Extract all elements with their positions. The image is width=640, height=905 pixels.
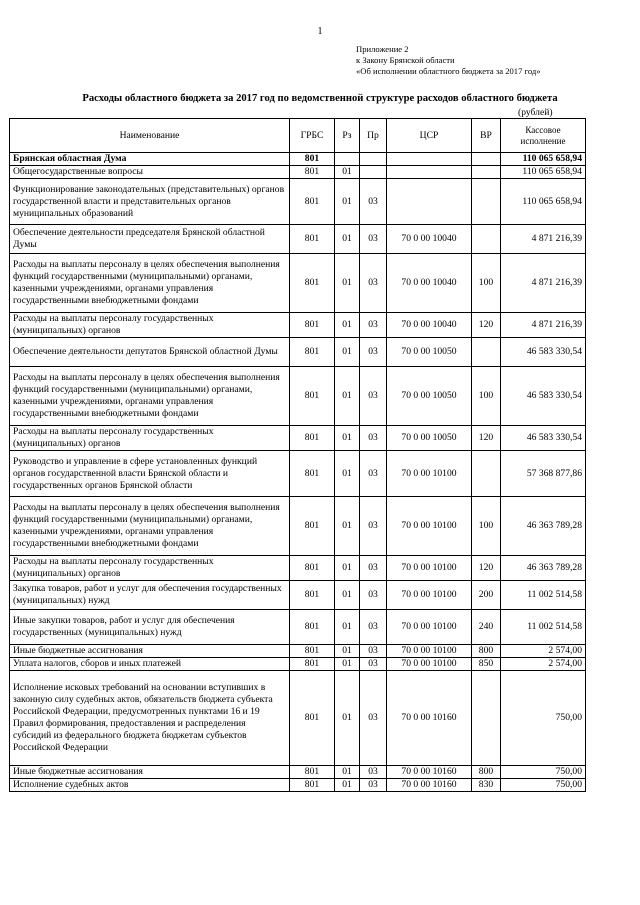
cell-vr [472,153,501,166]
document-title: Расходы областного бюджета за 2017 год по ведомственной структуре расходов областного бюджета [82,93,558,104]
table-header-row [10,119,586,153]
cell-vr: 200 [472,581,501,610]
cell-vr: 100 [472,497,501,556]
cell-pr: 03 [360,497,387,556]
cell-name: Расходы на выплаты персоналу в целях обеспечения выполнения функций государственными (муниципальными) органами, казенными учреждениями, органами управления государственными внебюджетными фондами [10,497,290,556]
table-row [10,338,586,367]
cell-name: Иные бюджетные ассигнования [10,766,290,779]
units-label: (рублей) [518,107,553,118]
table-row [10,179,586,225]
cell-rz: 01 [335,779,360,792]
cell-pr: 03 [360,313,387,338]
table-row [10,254,586,313]
cell-amount: 4 871 216,39 [501,313,586,338]
cell-csr: 70 0 00 10040 [387,313,472,338]
cell-pr: 03 [360,658,387,671]
cell-name: Уплата налогов, сборов и иных платежей [10,658,290,671]
cell-name: Иные бюджетные ассигнования [10,645,290,658]
header-vr: ВР [472,119,501,153]
cell-rz: 01 [335,610,360,645]
cell-pr [360,153,387,166]
cell-pr: 03 [360,779,387,792]
cell-csr [387,179,472,225]
cell-pr: 03 [360,426,387,451]
header-name: Наименование [10,119,290,153]
cell-amount: 46 363 789,28 [501,556,586,581]
cell-csr: 70 0 00 10100 [387,556,472,581]
cell-rz: 01 [335,556,360,581]
cell-vr: 800 [472,766,501,779]
cell-csr: 70 0 00 10040 [387,254,472,313]
cell-grbs: 801 [290,153,335,166]
table-row [10,610,586,645]
cell-name: Обеспечение деятельности председателя Брянской областной Думы [10,225,290,254]
cell-rz: 01 [335,426,360,451]
cell-grbs: 801 [290,166,335,179]
cell-vr: 100 [472,367,501,426]
cell-amount: 750,00 [501,766,586,779]
cell-pr: 03 [360,671,387,766]
table-row [10,451,586,497]
cell-grbs: 801 [290,658,335,671]
cell-name: Общегосударственные вопросы [10,166,290,179]
cell-rz: 01 [335,451,360,497]
header-rz: Рз [335,119,360,153]
cell-name: Исполнение судебных актов [10,779,290,792]
cell-amount: 46 583 330,54 [501,426,586,451]
table-row [10,166,586,179]
cell-vr [472,225,501,254]
table-row [10,153,586,166]
table-row [10,658,586,671]
cell-pr [360,166,387,179]
cell-name: Закупка товаров, работ и услуг для обеспечения государственных (муниципальных) нужд [10,581,290,610]
cell-vr: 240 [472,610,501,645]
cell-vr [472,671,501,766]
table-row [10,313,586,338]
cell-vr [472,166,501,179]
cell-vr [472,179,501,225]
cell-rz: 01 [335,581,360,610]
cell-pr: 03 [360,225,387,254]
cell-csr: 70 0 00 10160 [387,766,472,779]
cell-vr: 800 [472,645,501,658]
cell-amount: 11 002 514,58 [501,610,586,645]
cell-grbs: 801 [290,451,335,497]
cell-grbs: 801 [290,497,335,556]
cell-amount: 4 871 216,39 [501,225,586,254]
cell-rz: 01 [335,254,360,313]
cell-amount: 110 065 658,94 [501,153,586,166]
cell-pr: 03 [360,610,387,645]
cell-name: Расходы на выплаты персоналу государственных (муниципальных) органов [10,426,290,451]
cell-grbs: 801 [290,556,335,581]
cell-pr: 03 [360,367,387,426]
table-row [10,766,586,779]
cell-rz [335,153,360,166]
cell-pr: 03 [360,179,387,225]
cell-grbs: 801 [290,179,335,225]
cell-grbs: 801 [290,313,335,338]
page-number: 1 [317,26,323,37]
cell-pr: 03 [360,254,387,313]
cell-rz: 01 [335,367,360,426]
header-grbs: ГРБС [290,119,335,153]
cell-name: Иные закупки товаров, работ и услуг для обеспечения государственных (муниципальных) нужд [10,610,290,645]
cell-grbs: 801 [290,581,335,610]
cell-pr: 03 [360,451,387,497]
cell-csr [387,166,472,179]
cell-name: Исполнение исковых требований на основании вступивших в законную силу судебных актов, обязательств бюджета субъекта Российской Федерации, предусмотренных пунктами 16 и 19 Правил формирования, предоставления и распределения субсидий из федерального бюджета бюджетам субъектов Российской Федерации [10,671,290,766]
cell-rz: 01 [335,166,360,179]
cell-amount: 46 363 789,28 [501,497,586,556]
table-row [10,779,586,792]
cell-amount: 4 871 216,39 [501,254,586,313]
cell-csr: 70 0 00 10040 [387,225,472,254]
table-row [10,671,586,766]
table-row [10,225,586,254]
cell-amount: 110 065 658,94 [501,179,586,225]
cell-name: Расходы на выплаты персоналу государственных (муниципальных) органов [10,313,290,338]
cell-vr [472,338,501,367]
cell-pr: 03 [360,556,387,581]
cell-grbs: 801 [290,766,335,779]
cell-grbs: 801 [290,610,335,645]
cell-amount: 750,00 [501,779,586,792]
table-row [10,497,586,556]
header-amount-line-2: исполнение [520,135,566,146]
cell-vr: 120 [472,313,501,338]
cell-rz: 01 [335,766,360,779]
cell-name: Расходы на выплаты персоналу государственных (муниципальных) органов [10,556,290,581]
appendix-line-1: Приложение 2 [356,44,409,54]
cell-csr: 70 0 00 10050 [387,338,472,367]
cell-rz: 01 [335,179,360,225]
cell-pr: 03 [360,581,387,610]
cell-name: Расходы на выплаты персоналу в целях обеспечения выполнения функций государственными (муниципальными) органами, казенными учреждениями, органами управления государственными внебюджетными фондами [10,254,290,313]
cell-vr: 830 [472,779,501,792]
cell-pr: 03 [360,338,387,367]
header-csr: ЦСР [387,119,472,153]
cell-csr: 70 0 00 10160 [387,779,472,792]
cell-amount: 2 574,00 [501,658,586,671]
cell-grbs: 801 [290,779,335,792]
cell-amount: 2 574,00 [501,645,586,658]
cell-vr: 120 [472,556,501,581]
cell-vr: 850 [472,658,501,671]
cell-vr [472,451,501,497]
cell-csr: 70 0 00 10100 [387,451,472,497]
cell-rz: 01 [335,658,360,671]
cell-name: Функционирование законодательных (представительных) органов государственной власти и представительных органов муниципальных образований [10,179,290,225]
appendix-note [356,44,541,77]
cell-csr: 70 0 00 10100 [387,645,472,658]
appendix-line-3: «Об исполнении областного бюджета за 2017 год» [356,66,541,76]
cell-grbs: 801 [290,367,335,426]
table-body [10,153,586,792]
appendix-line-2: к Закону Брянской области [356,55,455,65]
cell-amount: 110 065 658,94 [501,166,586,179]
cell-grbs: 801 [290,338,335,367]
cell-amount: 750,00 [501,671,586,766]
cell-grbs: 801 [290,254,335,313]
cell-rz: 01 [335,497,360,556]
cell-csr: 70 0 00 10100 [387,610,472,645]
cell-grbs: 801 [290,225,335,254]
header-pr: Пр [360,119,387,153]
cell-pr: 03 [360,645,387,658]
table-row [10,556,586,581]
budget-table [9,118,586,792]
cell-rz: 01 [335,338,360,367]
cell-rz: 01 [335,645,360,658]
table-row [10,645,586,658]
cell-amount: 57 368 877,86 [501,451,586,497]
cell-name: Брянская областная Дума [10,153,290,166]
cell-csr: 70 0 00 10050 [387,367,472,426]
cell-rz: 01 [335,225,360,254]
cell-name: Расходы на выплаты персоналу в целях обеспечения выполнения функций государственными (муниципальными) органами, казенными учреждениями, органами управления государственными внебюджетными фондами [10,367,290,426]
table-row [10,581,586,610]
table-row [10,367,586,426]
cell-grbs: 801 [290,645,335,658]
cell-name: Руководство и управление в сфере установленных функций органов государственной власти Брянской области и государственных органов Брянской области [10,451,290,497]
cell-name: Обеспечение деятельности депутатов Брянской областной Думы [10,338,290,367]
cell-csr: 70 0 00 10100 [387,497,472,556]
table-row [10,426,586,451]
cell-csr: 70 0 00 10160 [387,671,472,766]
cell-amount: 46 583 330,54 [501,338,586,367]
cell-vr: 100 [472,254,501,313]
header-amount-line-1: Кассовое [525,124,561,135]
cell-amount: 46 583 330,54 [501,367,586,426]
cell-csr [387,153,472,166]
cell-csr: 70 0 00 10100 [387,658,472,671]
cell-rz: 01 [335,671,360,766]
cell-amount: 11 002 514,58 [501,581,586,610]
cell-grbs: 801 [290,426,335,451]
cell-vr: 120 [472,426,501,451]
cell-pr: 03 [360,766,387,779]
cell-grbs: 801 [290,671,335,766]
cell-csr: 70 0 00 10050 [387,426,472,451]
cell-csr: 70 0 00 10100 [387,581,472,610]
cell-rz: 01 [335,313,360,338]
header-amount [501,119,586,153]
